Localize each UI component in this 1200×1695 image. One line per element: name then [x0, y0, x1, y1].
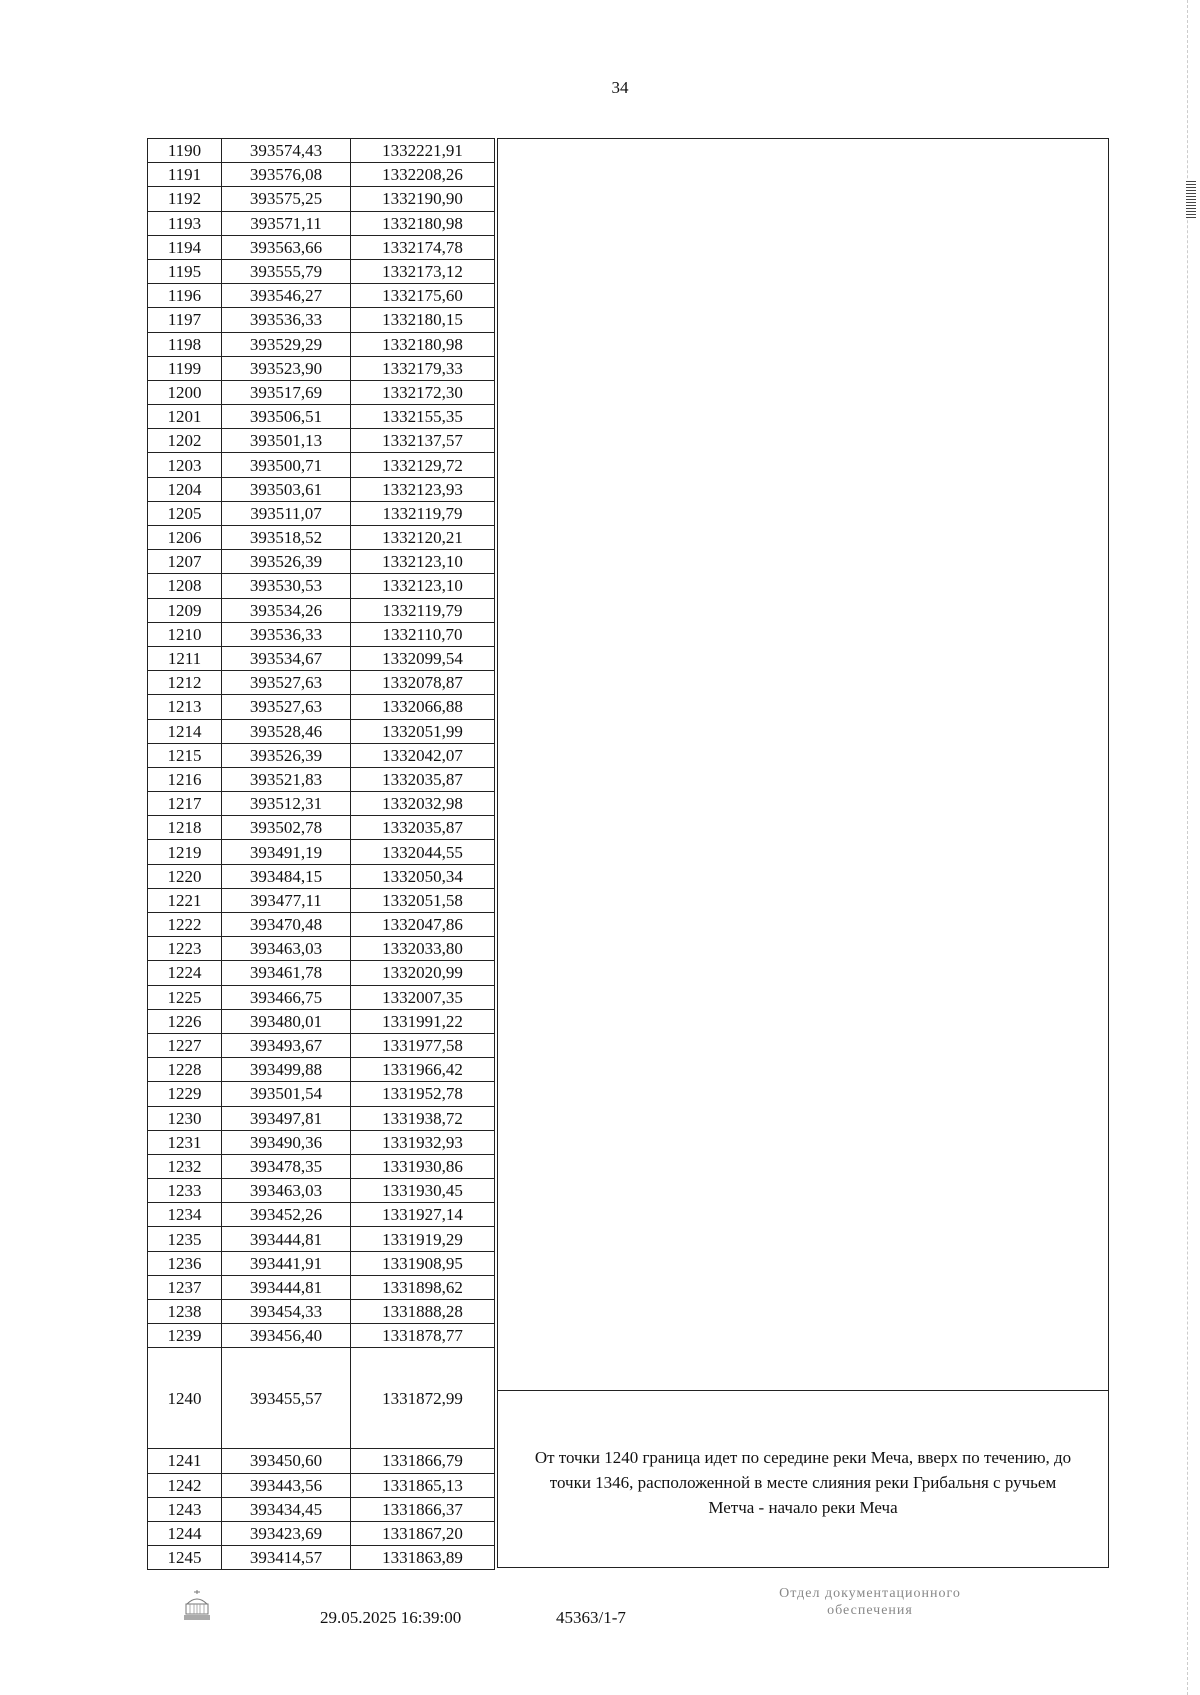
table-row — [148, 598, 495, 622]
x-coordinate-cell: 393523,90 — [222, 356, 351, 380]
x-coordinate-cell: 393463,03 — [222, 937, 351, 961]
point-number-cell: 1244 — [148, 1521, 222, 1545]
y-coordinate-cell: 1331866,79 — [351, 1449, 495, 1473]
x-coordinate-cell: 393414,57 — [222, 1546, 351, 1570]
y-coordinate-cell: 1332050,34 — [351, 864, 495, 888]
table-row — [148, 1058, 495, 1082]
footer-datetime: 29.05.2025 16:39:00 — [320, 1608, 462, 1627]
y-coordinate-cell: 1332078,87 — [351, 671, 495, 695]
point-number-cell: 1221 — [148, 888, 222, 912]
table-row — [148, 501, 495, 525]
y-coordinate-cell: 1331908,95 — [351, 1251, 495, 1275]
y-coordinate-cell: 1331930,86 — [351, 1154, 495, 1178]
point-number-cell: 1227 — [148, 1033, 222, 1057]
point-number-cell: 1218 — [148, 816, 222, 840]
y-coordinate-cell: 1331872,99 — [351, 1348, 495, 1449]
table-row — [148, 139, 495, 163]
x-coordinate-cell: 393511,07 — [222, 501, 351, 525]
point-number-cell: 1236 — [148, 1251, 222, 1275]
x-coordinate-cell: 393563,66 — [222, 235, 351, 259]
point-number-cell: 1194 — [148, 235, 222, 259]
x-coordinate-cell: 393530,53 — [222, 574, 351, 598]
point-number-cell: 1209 — [148, 598, 222, 622]
table-row — [148, 792, 495, 816]
y-coordinate-cell: 1332020,99 — [351, 961, 495, 985]
y-coordinate-cell: 1332180,98 — [351, 211, 495, 235]
x-coordinate-cell: 393521,83 — [222, 767, 351, 791]
y-coordinate-cell: 1332123,10 — [351, 574, 495, 598]
y-coordinate-cell: 1332032,98 — [351, 792, 495, 816]
y-coordinate-cell: 1331866,37 — [351, 1497, 495, 1521]
x-coordinate-cell: 393555,79 — [222, 259, 351, 283]
x-coordinate-cell: 393499,88 — [222, 1058, 351, 1082]
y-coordinate-cell: 1332137,57 — [351, 429, 495, 453]
description-divider — [498, 1390, 1108, 1391]
table-row — [148, 526, 495, 550]
emblem-icon — [183, 1588, 211, 1622]
point-number-cell: 1225 — [148, 985, 222, 1009]
x-coordinate-cell: 393527,63 — [222, 695, 351, 719]
y-coordinate-cell: 1332007,35 — [351, 985, 495, 1009]
x-coordinate-cell: 393529,29 — [222, 332, 351, 356]
table-row — [148, 1275, 495, 1299]
margin-barcode-icon — [1186, 180, 1196, 218]
coordinates-table — [147, 138, 495, 1570]
table-row — [148, 1179, 495, 1203]
point-number-cell: 1202 — [148, 429, 222, 453]
x-coordinate-cell: 393534,67 — [222, 646, 351, 670]
y-coordinate-cell: 1332129,72 — [351, 453, 495, 477]
point-number-cell: 1226 — [148, 1009, 222, 1033]
table-row — [148, 961, 495, 985]
table-row — [148, 429, 495, 453]
point-number-cell: 1235 — [148, 1227, 222, 1251]
y-coordinate-cell: 1331867,20 — [351, 1521, 495, 1545]
table-row — [148, 1130, 495, 1154]
point-number-cell: 1239 — [148, 1324, 222, 1348]
table-row — [148, 1348, 495, 1449]
x-coordinate-cell: 393443,56 — [222, 1473, 351, 1497]
x-coordinate-cell: 393517,69 — [222, 380, 351, 404]
x-coordinate-cell: 393444,81 — [222, 1275, 351, 1299]
y-coordinate-cell: 1331930,45 — [351, 1179, 495, 1203]
y-coordinate-cell: 1331863,89 — [351, 1546, 495, 1570]
y-coordinate-cell: 1331932,93 — [351, 1130, 495, 1154]
point-number-cell: 1219 — [148, 840, 222, 864]
x-coordinate-cell: 393493,67 — [222, 1033, 351, 1057]
x-coordinate-cell: 393450,60 — [222, 1449, 351, 1473]
y-coordinate-cell: 1332155,35 — [351, 405, 495, 429]
point-number-cell: 1231 — [148, 1130, 222, 1154]
y-coordinate-cell: 1332042,07 — [351, 743, 495, 767]
table-row — [148, 332, 495, 356]
x-coordinate-cell: 393574,43 — [222, 139, 351, 163]
y-coordinate-cell: 1331991,22 — [351, 1009, 495, 1033]
table-row — [148, 356, 495, 380]
y-coordinate-cell: 1332221,91 — [351, 139, 495, 163]
x-coordinate-cell: 393534,26 — [222, 598, 351, 622]
point-number-cell: 1198 — [148, 332, 222, 356]
x-coordinate-cell: 393466,75 — [222, 985, 351, 1009]
y-coordinate-cell: 1332051,99 — [351, 719, 495, 743]
point-number-cell: 1199 — [148, 356, 222, 380]
x-coordinate-cell: 393536,33 — [222, 308, 351, 332]
point-number-cell: 1190 — [148, 139, 222, 163]
point-number-cell: 1232 — [148, 1154, 222, 1178]
point-number-cell: 1212 — [148, 671, 222, 695]
point-number-cell: 1220 — [148, 864, 222, 888]
table-row — [148, 1251, 495, 1275]
y-coordinate-cell: 1332035,87 — [351, 816, 495, 840]
y-coordinate-cell: 1331938,72 — [351, 1106, 495, 1130]
point-number-cell: 1224 — [148, 961, 222, 985]
point-number-cell: 1208 — [148, 574, 222, 598]
y-coordinate-cell: 1332066,88 — [351, 695, 495, 719]
y-coordinate-cell: 1332099,54 — [351, 646, 495, 670]
table-row — [148, 1154, 495, 1178]
y-coordinate-cell: 1331919,29 — [351, 1227, 495, 1251]
x-coordinate-cell: 393423,69 — [222, 1521, 351, 1545]
x-coordinate-cell: 393501,13 — [222, 429, 351, 453]
x-coordinate-cell: 393546,27 — [222, 284, 351, 308]
x-coordinate-cell: 393484,15 — [222, 864, 351, 888]
point-number-cell: 1207 — [148, 550, 222, 574]
x-coordinate-cell: 393491,19 — [222, 840, 351, 864]
point-number-cell: 1204 — [148, 477, 222, 501]
description-box — [497, 138, 1109, 1568]
x-coordinate-cell: 393478,35 — [222, 1154, 351, 1178]
point-number-cell: 1216 — [148, 767, 222, 791]
point-number-cell: 1197 — [148, 308, 222, 332]
table-row — [148, 1106, 495, 1130]
x-coordinate-cell: 393506,51 — [222, 405, 351, 429]
y-coordinate-cell: 1332119,79 — [351, 501, 495, 525]
table-row — [148, 937, 495, 961]
y-coordinate-cell: 1332174,78 — [351, 235, 495, 259]
point-number-cell: 1201 — [148, 405, 222, 429]
point-number-cell: 1228 — [148, 1058, 222, 1082]
x-coordinate-cell: 393501,54 — [222, 1082, 351, 1106]
table-row — [148, 985, 495, 1009]
table-row — [148, 477, 495, 501]
table-row — [148, 1203, 495, 1227]
x-coordinate-cell: 393500,71 — [222, 453, 351, 477]
y-coordinate-cell: 1332173,12 — [351, 259, 495, 283]
x-coordinate-cell: 393461,78 — [222, 961, 351, 985]
table-row — [148, 864, 495, 888]
y-coordinate-cell: 1332051,58 — [351, 888, 495, 912]
point-number-cell: 1193 — [148, 211, 222, 235]
page-number: 34 — [611, 78, 629, 97]
table-row — [148, 1546, 495, 1570]
y-coordinate-cell: 1332190,90 — [351, 187, 495, 211]
x-coordinate-cell: 393571,11 — [222, 211, 351, 235]
table-row — [148, 235, 495, 259]
y-coordinate-cell: 1332119,79 — [351, 598, 495, 622]
point-number-cell: 1241 — [148, 1449, 222, 1473]
y-coordinate-cell: 1332035,87 — [351, 767, 495, 791]
y-coordinate-cell: 1331952,78 — [351, 1082, 495, 1106]
x-coordinate-cell: 393452,26 — [222, 1203, 351, 1227]
point-number-cell: 1229 — [148, 1082, 222, 1106]
point-number-cell: 1245 — [148, 1546, 222, 1570]
table-row — [148, 840, 495, 864]
point-number-cell: 1234 — [148, 1203, 222, 1227]
table-row — [148, 719, 495, 743]
table-row — [148, 259, 495, 283]
point-number-cell: 1213 — [148, 695, 222, 719]
x-coordinate-cell: 393518,52 — [222, 526, 351, 550]
table-row — [148, 646, 495, 670]
table-row — [148, 211, 495, 235]
y-coordinate-cell: 1331966,42 — [351, 1058, 495, 1082]
table-row — [148, 1227, 495, 1251]
point-number-cell: 1233 — [148, 1179, 222, 1203]
point-number-cell: 1195 — [148, 259, 222, 283]
y-coordinate-cell: 1331865,13 — [351, 1473, 495, 1497]
point-number-cell: 1200 — [148, 380, 222, 404]
y-coordinate-cell: 1332047,86 — [351, 913, 495, 937]
table-row — [148, 767, 495, 791]
point-number-cell: 1215 — [148, 743, 222, 767]
x-coordinate-cell: 393526,39 — [222, 743, 351, 767]
y-coordinate-cell: 1332044,55 — [351, 840, 495, 864]
x-coordinate-cell: 393527,63 — [222, 671, 351, 695]
point-number-cell: 1196 — [148, 284, 222, 308]
x-coordinate-cell: 393477,11 — [222, 888, 351, 912]
point-number-cell: 1238 — [148, 1300, 222, 1324]
point-number-cell: 1242 — [148, 1473, 222, 1497]
x-coordinate-cell: 393503,61 — [222, 477, 351, 501]
x-coordinate-cell: 393455,57 — [222, 1348, 351, 1449]
point-number-cell: 1191 — [148, 163, 222, 187]
table-row — [148, 284, 495, 308]
x-coordinate-cell: 393490,36 — [222, 1130, 351, 1154]
x-coordinate-cell: 393536,33 — [222, 622, 351, 646]
x-coordinate-cell: 393444,81 — [222, 1227, 351, 1251]
table-row — [148, 816, 495, 840]
table-row — [148, 888, 495, 912]
point-number-cell: 1211 — [148, 646, 222, 670]
x-coordinate-cell: 393575,25 — [222, 187, 351, 211]
x-coordinate-cell: 393526,39 — [222, 550, 351, 574]
table-row — [148, 1033, 495, 1057]
footer-document-number: 45363/1-7 — [556, 1608, 626, 1627]
table-row — [148, 405, 495, 429]
x-coordinate-cell: 393528,46 — [222, 719, 351, 743]
boundary-description: От точки 1240 граница идет по середине реки Меча, вверх по течению, до точки 1346, расположенной в месте слияния реки Грибальня с ручьем Метча - начало реки Меча — [534, 1448, 1072, 1517]
y-coordinate-cell: 1332123,93 — [351, 477, 495, 501]
y-coordinate-cell: 1332175,60 — [351, 284, 495, 308]
margin-strip — [1187, 0, 1194, 1695]
table-row — [148, 1521, 495, 1545]
table-row — [148, 187, 495, 211]
x-coordinate-cell: 393441,91 — [222, 1251, 351, 1275]
x-coordinate-cell: 393512,31 — [222, 792, 351, 816]
point-number-cell: 1237 — [148, 1275, 222, 1299]
point-number-cell: 1243 — [148, 1497, 222, 1521]
y-coordinate-cell: 1331878,77 — [351, 1324, 495, 1348]
table-row — [148, 1300, 495, 1324]
y-coordinate-cell: 1332208,26 — [351, 163, 495, 187]
y-coordinate-cell: 1332172,30 — [351, 380, 495, 404]
x-coordinate-cell: 393454,33 — [222, 1300, 351, 1324]
point-number-cell: 1214 — [148, 719, 222, 743]
table-row — [148, 913, 495, 937]
table-row — [148, 1009, 495, 1033]
footer-office-stamp: Отдел документационного обеспечения — [779, 1586, 961, 1618]
y-coordinate-cell: 1332180,15 — [351, 308, 495, 332]
table-row — [148, 1082, 495, 1106]
table-row — [148, 453, 495, 477]
x-coordinate-cell: 393434,45 — [222, 1497, 351, 1521]
table-row — [148, 1324, 495, 1348]
point-number-cell: 1203 — [148, 453, 222, 477]
point-number-cell: 1192 — [148, 187, 222, 211]
table-row — [148, 308, 495, 332]
y-coordinate-cell: 1331977,58 — [351, 1033, 495, 1057]
point-number-cell: 1240 — [148, 1348, 222, 1449]
table-row — [148, 550, 495, 574]
y-coordinate-cell: 1332123,10 — [351, 550, 495, 574]
table-row — [148, 1449, 495, 1473]
y-coordinate-cell: 1331888,28 — [351, 1300, 495, 1324]
x-coordinate-cell: 393470,48 — [222, 913, 351, 937]
table-row — [148, 574, 495, 598]
table-row — [148, 380, 495, 404]
point-number-cell: 1217 — [148, 792, 222, 816]
table-row — [148, 622, 495, 646]
point-number-cell: 1223 — [148, 937, 222, 961]
y-coordinate-cell: 1332120,21 — [351, 526, 495, 550]
table-row — [148, 671, 495, 695]
x-coordinate-cell: 393502,78 — [222, 816, 351, 840]
x-coordinate-cell: 393497,81 — [222, 1106, 351, 1130]
point-number-cell: 1206 — [148, 526, 222, 550]
y-coordinate-cell: 1332110,70 — [351, 622, 495, 646]
table-row — [148, 743, 495, 767]
x-coordinate-cell: 393463,03 — [222, 1179, 351, 1203]
y-coordinate-cell: 1331927,14 — [351, 1203, 495, 1227]
point-number-cell: 1230 — [148, 1106, 222, 1130]
point-number-cell: 1210 — [148, 622, 222, 646]
y-coordinate-cell: 1332033,80 — [351, 937, 495, 961]
x-coordinate-cell: 393480,01 — [222, 1009, 351, 1033]
x-coordinate-cell: 393456,40 — [222, 1324, 351, 1348]
table-row — [148, 695, 495, 719]
y-coordinate-cell: 1332179,33 — [351, 356, 495, 380]
x-coordinate-cell: 393576,08 — [222, 163, 351, 187]
y-coordinate-cell: 1332180,98 — [351, 332, 495, 356]
point-number-cell: 1205 — [148, 501, 222, 525]
y-coordinate-cell: 1331898,62 — [351, 1275, 495, 1299]
point-number-cell: 1222 — [148, 913, 222, 937]
table-row — [148, 163, 495, 187]
table-row — [148, 1497, 495, 1521]
table-row — [148, 1473, 495, 1497]
